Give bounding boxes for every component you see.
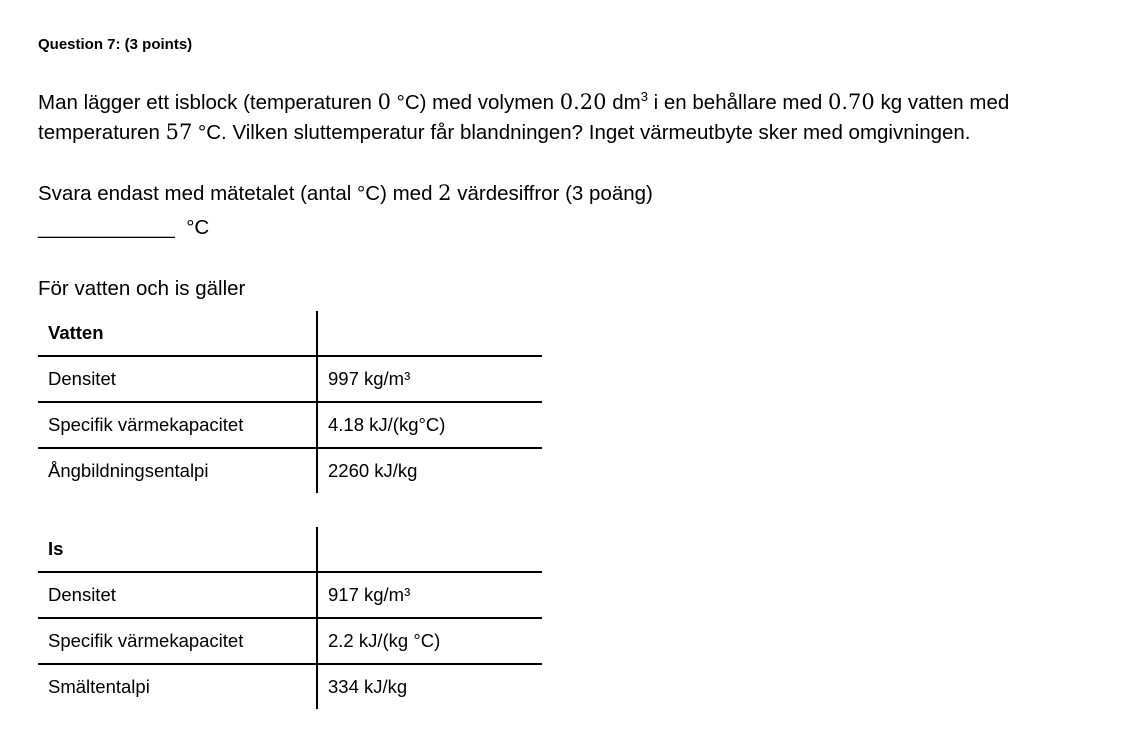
table-row: Specifik värmekapacitet 4.18 kJ/(kg°C): [38, 402, 542, 448]
tables-intro: För vatten och is gäller: [38, 277, 246, 300]
table-row: Ångbildningsentalpi 2260 kJ/kg: [38, 448, 542, 493]
answer-field[interactable]: [38, 216, 209, 240]
answer-blank[interactable]: ____________: [38, 216, 175, 239]
water-table: [38, 311, 542, 493]
table-header: Is: [48, 538, 64, 559]
answer-unit: °C: [186, 216, 210, 239]
table-header: Vatten: [48, 322, 104, 343]
ice-table: [38, 527, 542, 709]
question-line-2: temperaturen 57 °C. Vilken sluttemperatur får blandningen? Inget värmeutbyte sker med omgivningen.: [38, 120, 971, 144]
question-line-1: Man lägger ett isblock (temperaturen 0 °C) med volymen 0.20 $dm^3$ i en behållare med 0.70 kg vatten med: [38, 89, 1010, 114]
instructions: Svara endast med mätetalet (antal °C) med 2 värdesiffror (3 poäng): [38, 181, 653, 205]
table-row: Densitet 997 kg/m³: [38, 356, 542, 402]
table-row: Densitet 917 kg/m³: [38, 572, 542, 618]
table-row: Specifik värmekapacitet 2.2 kJ/(kg °C): [38, 618, 542, 664]
table-row: Smältentalpi 334 kJ/kg: [38, 664, 542, 709]
question-title: Question 7: (3 points): [38, 36, 193, 53]
